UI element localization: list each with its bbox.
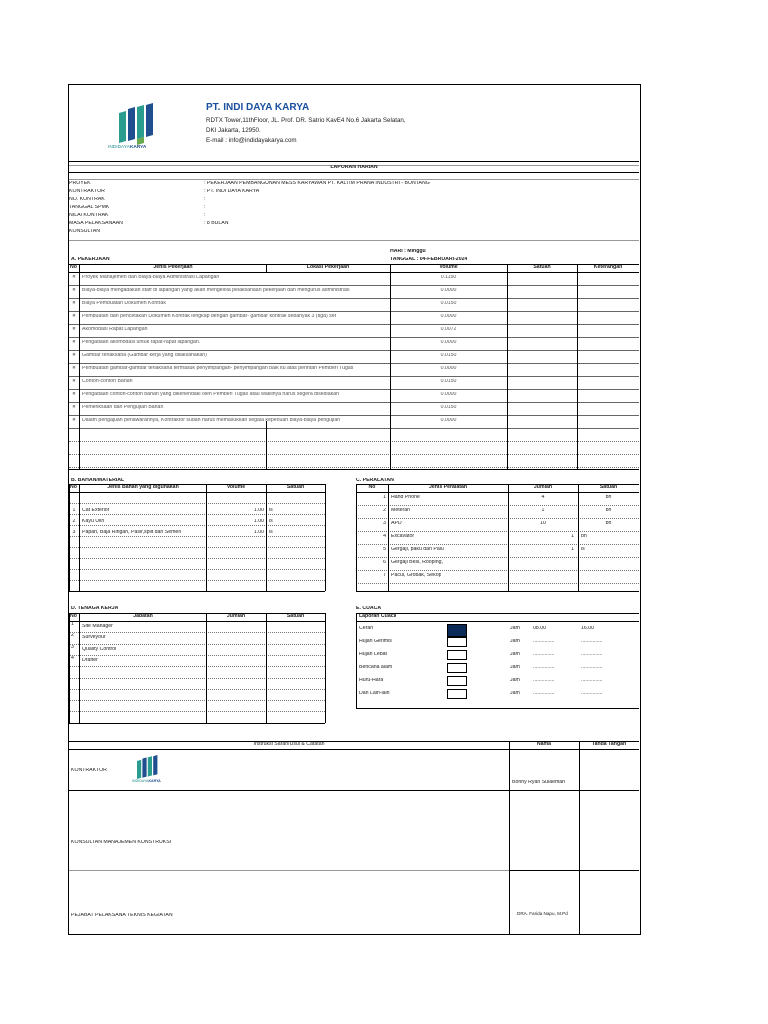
tenaga-row-line [69,700,325,701]
bahan-row-line [69,558,325,559]
pekerjaan-header-no: No [70,265,77,270]
pekerjaan-row-no: # [72,314,76,319]
bahan-row-jenis: Cat Exterior [82,508,110,513]
pekerjaan-row-no: # [72,392,76,397]
pekerjaan-header-jenis: Jenis Pekerjaan [153,265,193,270]
pekerjaan-row-line [69,311,639,312]
cuaca-checkbox[interactable] [447,676,467,686]
tenaga-row-no: 4 [71,655,74,661]
peralatan-row-jumlah: 4 [541,495,545,500]
pekerjaan-header-volume: Volume [439,265,458,270]
section-tenaga: D. TENAGA KERJA [71,606,119,611]
pekerjaan-row-volume: 0.0000 [440,288,457,293]
cuaca-row-from: ............... [533,678,555,683]
tenaga-row-jabatan: Quality Control [82,646,117,652]
peralatan-row-jenis: Gergaji, paku dan Palu [391,547,444,552]
peralatan-row-satuan: bh [605,495,612,500]
bahan-row-line [69,525,325,526]
bahan-row-line [69,580,325,581]
tenaga-row-line [69,711,325,712]
section-bahan: B. BAHAN/MATERIAL [71,478,125,483]
pekerjaan-row-no: # [72,327,76,332]
peralatan-row-jenis: Gergaji Besi, Rooping, [391,560,443,565]
pekerjaan-row-line [69,350,639,351]
info-value-kontraktor: : PT. INDI DAYA KARYA [204,189,260,194]
bahan-row-volume: 1.00 [253,519,264,524]
peralatan-row-jumlah: 1 [571,547,574,552]
cuaca-row-jam: Jam [510,691,520,696]
pekerjaan-header-lokasi: Lokasi Pekerjaan [306,265,350,270]
nama-header: Nama [536,742,552,747]
cuaca-row-label: Hujan Gerimis [359,639,392,644]
pekerjaan-row-jenis: Akomodasi Rapat Lapangan [82,327,148,332]
pekerjaan-row-jenis: Biaya Pembuatan Dokumen Kontrak [82,301,166,306]
tenaga-row-no: 3 [71,644,74,650]
daily-report-sheet [68,84,641,935]
pekerjaan-row-line [69,324,639,325]
pekerjaan-header-keterangan: Keterangan [593,265,623,270]
pekerjaan-row-jenis: Contoh-contoh Bahan [82,379,133,384]
day-label: HARI : Minggu [390,249,426,254]
peralatan-row-no: 2 [383,508,386,513]
pekerjaan-row-line [69,389,639,390]
tenaga-row-line [69,655,325,656]
pekerjaan-row-line [69,337,639,338]
pekerjaan-row-line [69,298,639,299]
pekerjaan-empty-line [69,454,639,455]
peralatan-row-jenis: Excavator [391,534,415,539]
cuaca-row-label: Bencana alam [359,665,393,670]
company-logo [108,103,164,153]
bahan-header-satuan: Satuan [286,485,305,490]
pekerjaan-row-volume: 0.0150 [440,379,457,384]
pekerjaan-row-volume: 0.0150 [440,405,457,410]
pekerjaan-row-jenis: Gambar terlaksana (Gambar kerja yang dilaksanakan) [82,353,207,358]
pekerjaan-row-line [69,415,639,416]
pekerjaan-row-volume: 0.0000 [440,314,457,319]
bahan-header-jenis: Jenis Bahan yang digunakan [107,485,179,490]
pekerjaan-row-line [69,402,639,403]
footer-logo-text-b: KARYA [148,779,161,783]
info-label-kontraktor: KONTRAKTOR [69,189,105,194]
tenaga-row-jabatan: Surveyour [82,635,106,641]
pekerjaan-row-jenis: Pembuatan gambar-gambar terlaksana termasuk penyimpangan- penyimpangan baik itu atas perintah Pemberi Tugas [82,366,354,371]
tenaga-row-line [69,678,325,679]
footer-logo-icon [134,755,164,779]
info-value-no-kontrak: : [204,197,206,202]
pekerjaan-row-volume: 0.0000 [440,392,457,397]
bahan-row-jenis: Papan, Baja Ringan, Pasir,split dan Semen [82,530,182,535]
cuaca-row-jam: Jam [510,665,520,670]
peralatan-row-line [356,505,639,506]
tenaga-row-line [69,632,325,633]
info-value-proyek: : PEKERJAAN PEMBANGUNAN MESS KARYAWAN PT. KALTIM PRANA INDUSTRI - BONTANG [204,181,430,186]
pekerjaan-row-volume: 0.0000 [440,366,457,371]
logo-text-b: KARYA [129,145,147,150]
sign-name-kontraktor: Bonny Ryan Sulaeman [512,780,566,785]
report-title: LAPORAN HARIAN [330,165,378,170]
cuaca-row-from: ............... [533,639,555,644]
pekerjaan-row-jenis: Pengadaan contoh-contoh bahan yang dikehendaki oleh Pemberi Tugas atau wakilnya harus segera disediakan [82,392,339,397]
bahan-row-line [69,536,325,537]
info-value-masa: : 8 BULAN [204,221,229,226]
peralatan-row-satuan: bh [605,521,612,526]
peralatan-row-jumlah: 10 [540,521,546,526]
cuaca-row-to: ............... [581,652,603,657]
bahan-row-line [69,514,325,515]
peralatan-row-satuan: ls [581,547,585,552]
footer-logo-text-a: INDIDAYA [132,779,149,783]
info-label-tanggal-spmk: TANGGAL SPMK [69,205,110,210]
peralatan-row-line [356,583,639,584]
section-pekerjaan: A. PEKERJAAN [71,257,110,262]
sign-label-pejabat: PEJABAT PELAKSANA TEKNIS KEGIATAN [71,913,173,918]
bahan-row-no: 3 [72,530,76,535]
info-label-no-kontrak: NO. KONTRAK [69,197,105,202]
cuaca-row-label: Dan Lain-lain [359,691,390,696]
tenaga-row-no: 2 [71,633,74,639]
cuaca-row-jam: Jam [510,626,520,631]
instruksi-label: Instruksi Saran/Usul & Catatan [253,742,325,747]
tenaga-row-line [69,644,325,645]
cuaca-row-from: ............... [533,691,555,696]
peralatan-row-line [356,531,639,532]
peralatan-row-no: 4 [383,534,386,539]
cuaca-checkbox[interactable] [447,689,467,699]
peralatan-row-jenis: Hand Phone [391,495,420,500]
info-label-nilai-kontrak: NILAI KONTRAK [69,213,109,218]
cuaca-checkbox[interactable] [447,663,467,673]
bahan-row-satuan: ls [269,530,273,535]
tenaga-row-no: 1 [71,622,74,627]
sign-label-konsultan: KONSULTAN MANAJEMEN KONSTRUKSI [71,840,172,845]
cuaca-checkbox[interactable] [447,637,467,647]
tenaga-row-jabatan: Site Manager [82,624,113,629]
pekerjaan-row-no: # [72,353,76,358]
cuaca-row-label: Cerah [359,626,374,631]
peralatan-row-line [356,518,639,519]
company-name: PT. INDI DAYA KARYA [206,102,310,113]
peralatan-row-line [356,557,639,558]
pekerjaan-row-line [69,376,639,377]
footer-logo [134,755,164,785]
bahan-row-line [69,569,325,570]
pekerjaan-row-volume: 0.0000 [440,418,457,423]
bahan-row-volume: 1.00 [253,508,264,513]
cuaca-row-jam: Jam [510,639,520,644]
bahan-row-satuan: ls [269,508,273,513]
bahan-row-satuan: ls [269,519,273,524]
cuaca-row-label: Huru-Hara [359,678,384,683]
tenaga-row-line [69,689,325,690]
peralatan-row-satuan: bh [605,508,612,513]
peralatan-row-line [356,570,639,571]
cuaca-row-to: ............... [581,691,603,696]
peralatan-row-jumlah: 1 [541,508,545,513]
peralatan-row-jenis: Meteran [391,508,411,513]
date-label: TANGGAL : 04-FEBRUARI-2024 [390,257,468,262]
cuaca-row-to: ............... [581,678,603,683]
sign-label-kontraktor: KONTRAKTOR [71,768,107,773]
bahan-header-no: No [70,485,77,490]
pekerjaan-row-no: # [72,275,76,280]
pekerjaan-row-line [69,363,639,364]
ttd-header: Tanda Tangan [591,742,627,747]
pekerjaan-row-volume: 0.0072 [440,327,457,332]
section-peralatan: C. PERALATAN [356,478,394,483]
bahan-row-no: 1 [72,508,76,513]
info-label-proyek: PROYEK [69,181,91,186]
pekerjaan-row-volume: 0.0150 [440,301,457,306]
cuaca-row-from: ............... [533,652,555,657]
peralatan-row-no: 5 [383,547,386,552]
peralatan-row-no: 1 [383,495,386,500]
info-value-nilai-kontrak: : [204,213,206,218]
pekerjaan-row-volume: 0.0150 [440,353,457,358]
sign-name-pejabat: DRA. Farida Napu, M.Pd [517,911,568,916]
pekerjaan-row-line [69,428,639,429]
pekerjaan-row-no: # [72,340,76,345]
cuaca-row-jam: Jam [510,652,520,657]
bahan-row-line [69,503,325,504]
cuaca-row-from: 08.00 [533,626,546,631]
tenaga-row-jabatan: Drafter [82,657,98,663]
pekerjaan-row-no: # [72,301,76,306]
bahan-row-line [69,547,325,548]
logo-text-a: INDIDAYA [108,145,130,150]
peralatan-row-no: 3 [383,521,386,526]
peralatan-header-jenis: Jenis Peralatan [428,485,468,490]
cuaca-row-to: 16.00 [581,626,594,631]
cuaca-checkbox[interactable] [447,624,467,637]
peralatan-row-satuan: bh [581,534,587,539]
pekerjaan-row-jenis: Pemeriksaan dan Pengujian Bahan [82,405,164,410]
info-label-masa: MASA PELAKSANAAN [69,221,123,226]
cuaca-row-from: ............... [533,665,555,670]
peralatan-row-no: 6 [383,560,386,565]
cuaca-row-to: ............... [581,639,603,644]
cuaca-row-to: ............... [581,665,603,670]
peralatan-row-jenis: Pacul, Grobak, Sekop [391,573,442,578]
tenaga-header-jabatan: Jabatan [133,614,153,619]
company-email: E-mail : info@indidayakarya.com [206,137,297,144]
cuaca-header: Laporan Cuaca [359,614,397,619]
bahan-row-no: 2 [72,519,76,524]
pekerjaan-empty-line [69,467,639,468]
bahan-row-volume: 1.00 [253,530,264,535]
pekerjaan-row-line [69,285,639,286]
tenaga-row-line [69,666,325,667]
section-cuaca: E. CUACA [356,606,382,611]
company-address-1: RDTX Tower,11thFloor, JL. Prof. DR. Satrio KavE4 No.6 Jakarta Selatan, [206,117,406,124]
pekerjaan-header-satuan: Satuan [533,265,551,270]
peralatan-row-jenis: APD [391,521,402,526]
pekerjaan-row-jenis: Biaya-biaya mengadakan staff di lapangan yang akan mengelola pelaksanaan pekerjaan dan mengurus administrasi [82,288,350,293]
bahan-row-jenis: Kayu Ulin [82,519,105,524]
peralatan-row-no: 7 [383,573,386,578]
pekerjaan-row-jenis: Dalam pengajuan penawarannya, Kontraktor sudah harus memasukkan segala keperluan biaya-biaya pengujian [82,418,341,423]
pekerjaan-row-no: # [72,366,76,371]
pekerjaan-row-jenis: Pembuatan dan pencetakan Dokumen Kontrak lengkap dengan gambar- gambar kontrak sebanyak 3 (tiga) set [82,314,337,319]
tenaga-header-jumlah: Jumlah [226,614,246,619]
peralatan-row-jumlah: 1 [571,534,574,539]
cuaca-checkbox[interactable] [447,650,467,660]
pekerjaan-row-no: # [72,288,76,293]
pekerjaan-row-no: # [72,379,76,384]
peralatan-row-line [356,544,639,545]
cuaca-row-jam: Jam [510,678,520,683]
peralatan-header-no: No [368,485,376,490]
tenaga-header-satuan: Satuan [286,614,305,619]
peralatan-header-jumlah: Jumlah [533,485,553,490]
tenaga-header-no: No [70,614,77,619]
info-value-tanggal-spmk: : [204,205,206,210]
peralatan-header-satuan: Satuan [599,485,618,490]
company-address-2: DKI Jakarta, 12950. [206,127,261,134]
pekerjaan-row-jenis: Proyek Manajemen dan Biaya-biaya Administrasi Lapangan [82,275,220,280]
cuaca-row-label: Hujan Lebat [359,652,387,657]
pekerjaan-row-volume: 0.0000 [440,340,457,345]
pekerjaan-row-no: # [72,405,76,410]
pekerjaan-row-volume: 0.1150 [440,275,457,280]
bahan-header-volume: Volume [226,485,246,490]
pekerjaan-row-no: # [72,418,76,423]
pekerjaan-row-jenis: Pengadaan akomodasi untuk rapat-rapat lapangan. [82,340,201,345]
info-label-konsultan: KONSULTAN [69,229,100,234]
pekerjaan-empty-line [69,441,639,442]
